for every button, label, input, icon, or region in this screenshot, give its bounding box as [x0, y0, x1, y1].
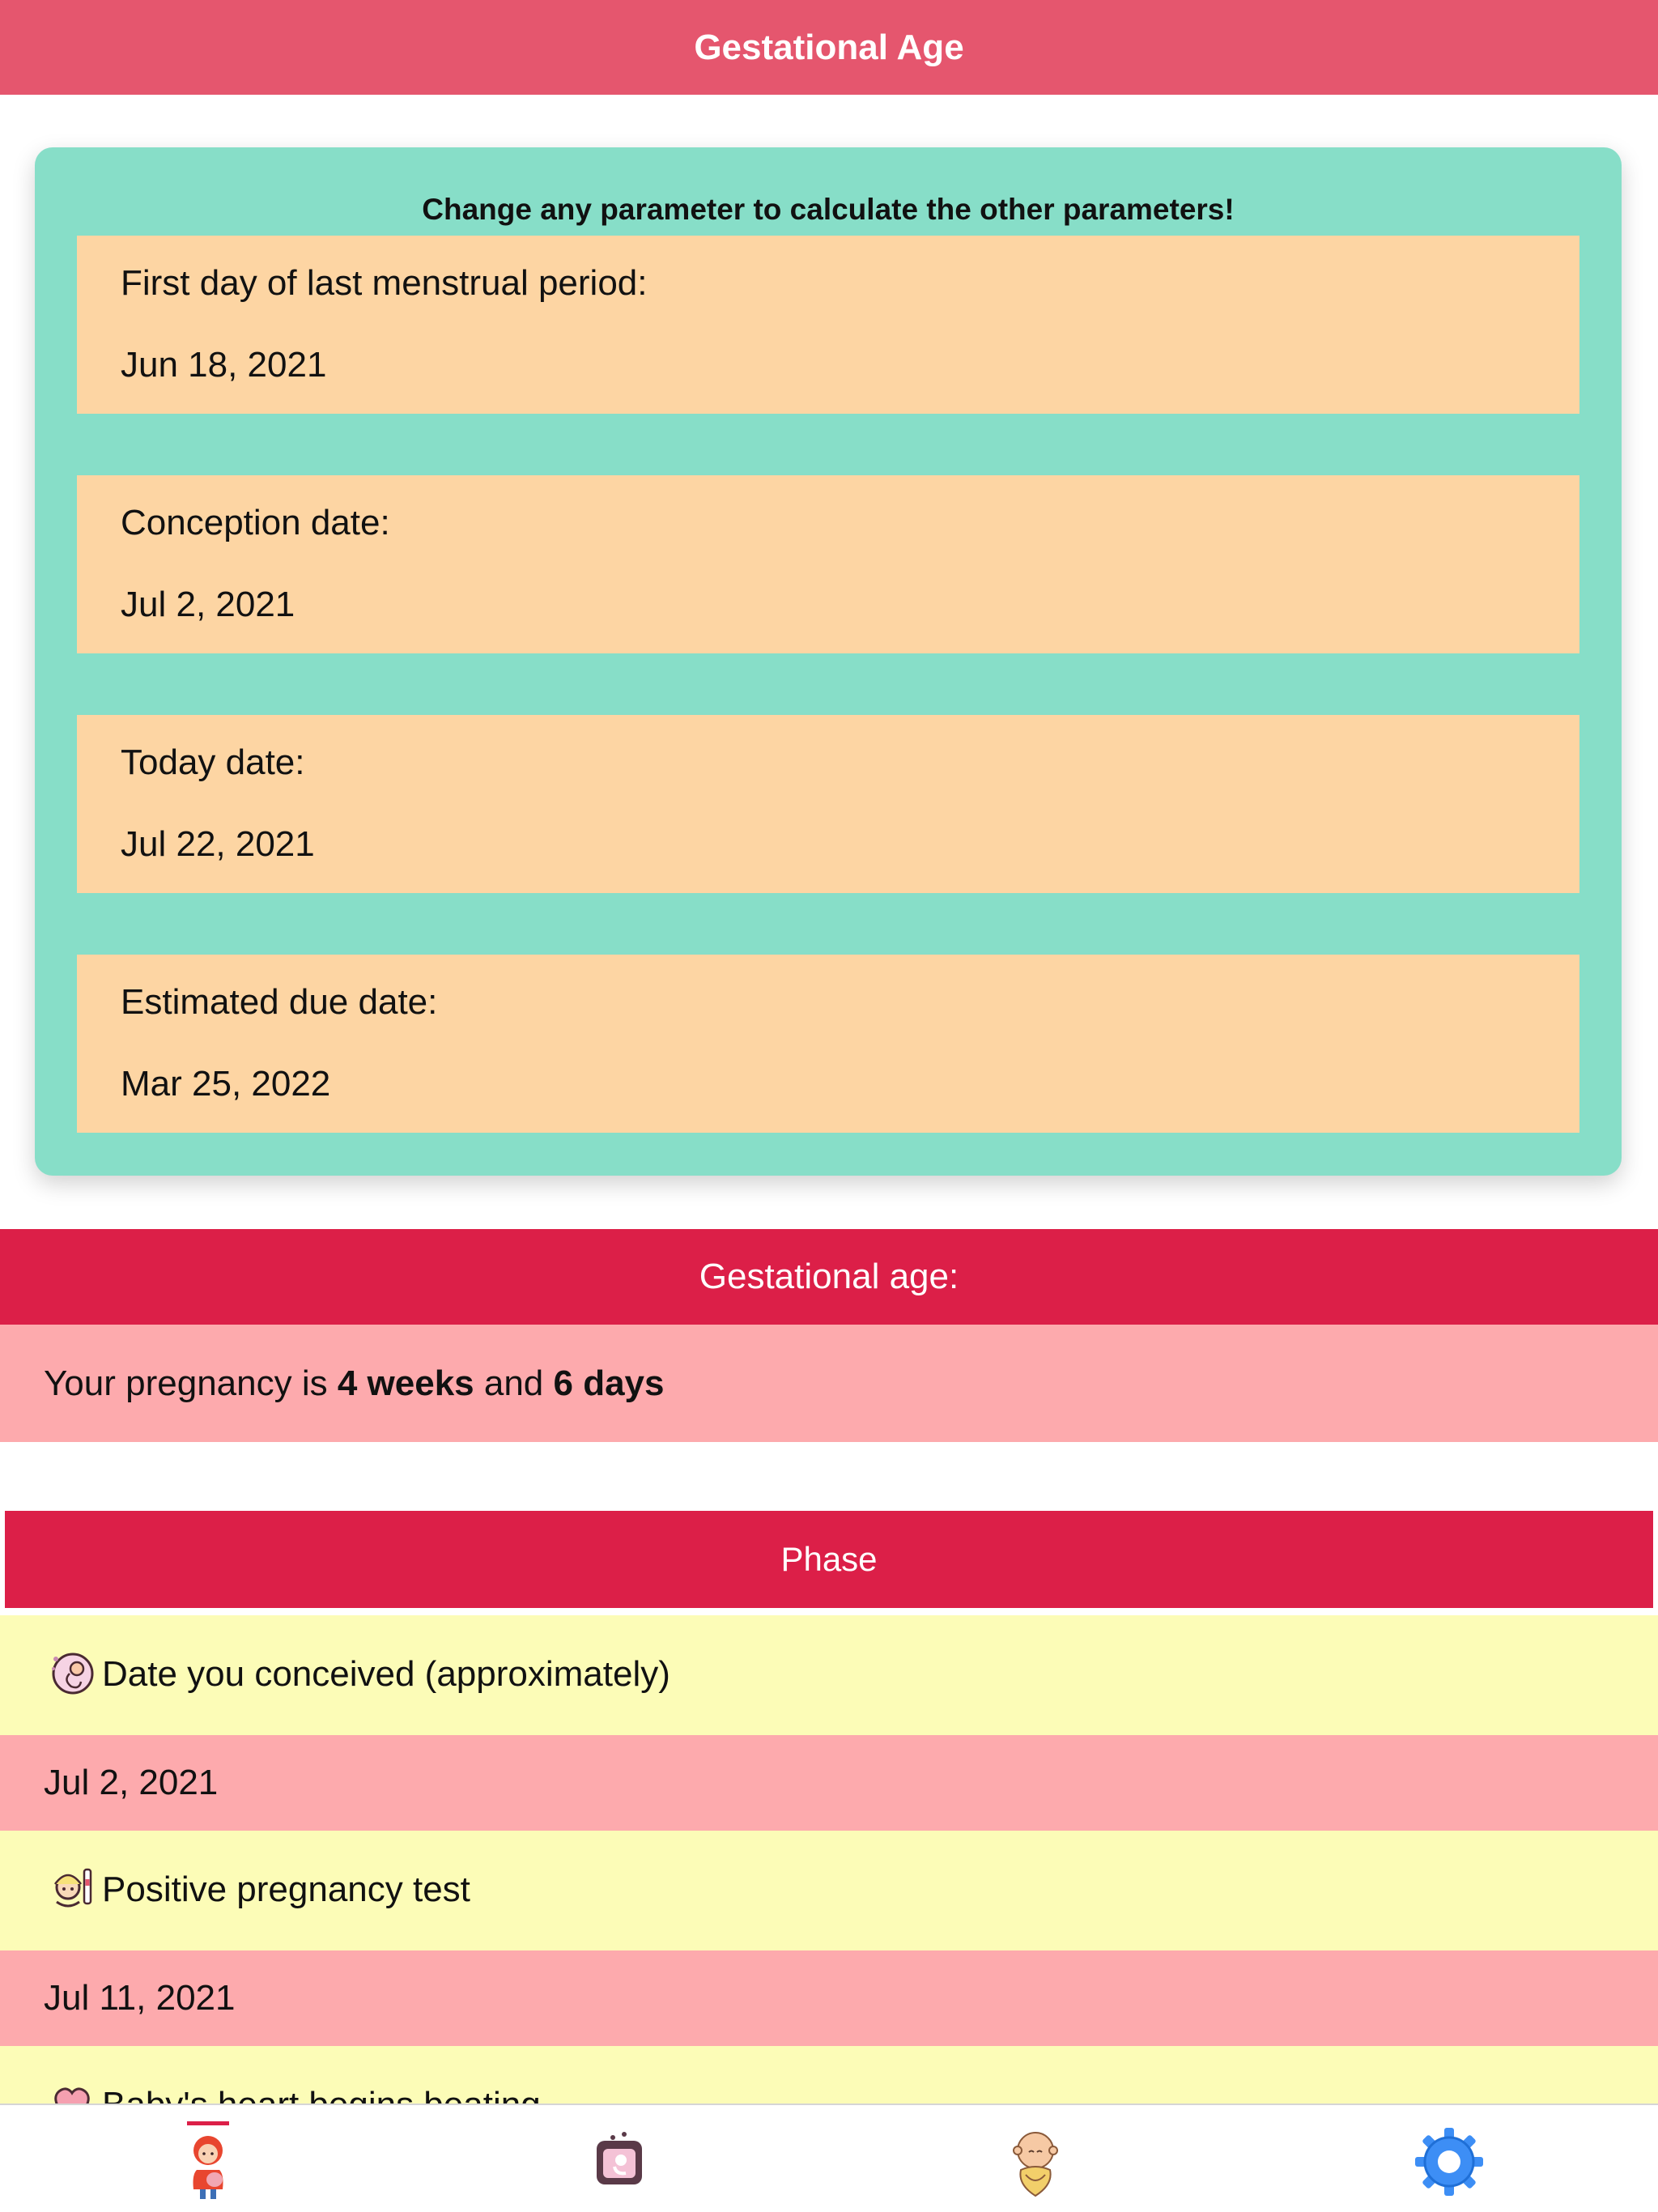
last-period-value[interactable]: Jun 18, 2021 [121, 345, 327, 385]
due-date-value[interactable]: Mar 25, 2022 [121, 1064, 331, 1104]
result-days: 6 days [553, 1363, 665, 1403]
ultrasound-icon [579, 2121, 660, 2202]
settings-gear-icon [1409, 2121, 1490, 2202]
phase-event-label: Positive pregnancy test [102, 1870, 470, 1909]
result-weeks: 4 weeks [337, 1363, 474, 1403]
last-period-label: First day of last menstrual period: [121, 263, 648, 303]
gestational-age-result [0, 1325, 1658, 1442]
calculator-instructions: Change any parameter to calculate the other parameters! [422, 193, 1235, 226]
calculator-card [35, 147, 1622, 1176]
due-date-label: Estimated due date: [121, 982, 438, 1022]
gestational-age-text [44, 1363, 665, 1404]
conception-date-field[interactable] [77, 475, 1579, 653]
pregnant-woman-icon [166, 2121, 247, 2202]
conception-date-label: Conception date: [121, 503, 390, 542]
due-date-field[interactable] [77, 955, 1579, 1133]
last-period-date-field[interactable] [77, 236, 1579, 414]
phase-date: Jul 2, 2021 [44, 1763, 219, 1802]
today-date-value[interactable]: Jul 22, 2021 [121, 824, 315, 864]
phase-row-pregnancy-test [0, 1831, 1658, 1950]
gestational-age-title: Gestational age: [699, 1257, 959, 1296]
phase-date-row [0, 1950, 1658, 2046]
conception-date-value[interactable]: Jul 2, 2021 [121, 585, 295, 624]
tab-bar [0, 2104, 1658, 2212]
tab-pregnancy[interactable] [166, 2121, 247, 2202]
gestational-age-header [0, 1229, 1658, 1325]
phase-date-row [0, 1735, 1658, 1831]
today-date-field[interactable] [77, 715, 1579, 893]
tab-settings[interactable] [1409, 2121, 1490, 2202]
page-title: Gestational Age [694, 27, 964, 67]
phase-date: Jul 11, 2021 [44, 1978, 236, 2018]
navigation-bar [0, 0, 1658, 95]
phase-row-conceived [0, 1615, 1658, 1735]
result-prefix: Your pregnancy is [44, 1363, 338, 1403]
phase-header [5, 1511, 1653, 1608]
fetus-icon [49, 1649, 96, 1696]
result-middle: and [474, 1363, 554, 1403]
tab-baby[interactable] [995, 2121, 1076, 2202]
pregnancy-test-icon [49, 1865, 96, 1912]
baby-icon [995, 2121, 1076, 2202]
phase-title: Phase [780, 1540, 878, 1578]
phase-event-label: Date you conceived (approximately) [102, 1654, 670, 1694]
tab-ultrasound[interactable] [579, 2121, 660, 2202]
today-date-label: Today date: [121, 742, 305, 782]
